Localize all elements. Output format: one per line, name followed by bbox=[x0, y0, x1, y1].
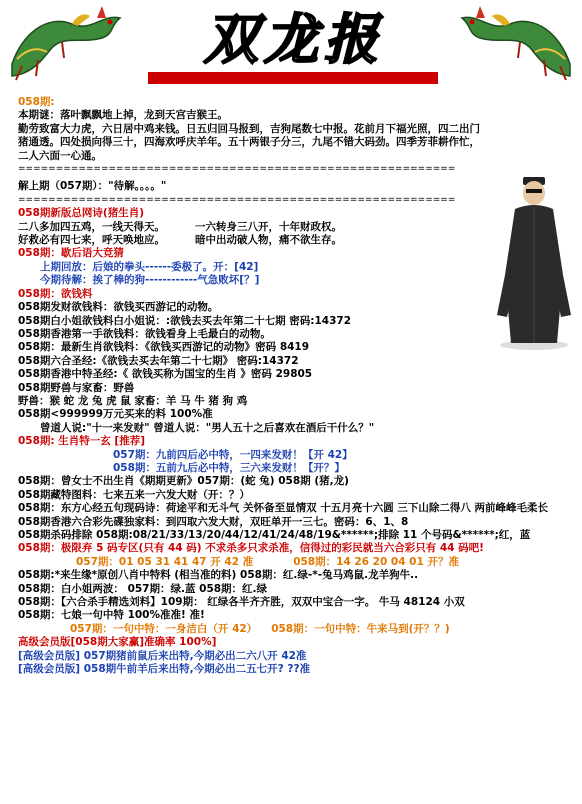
one-sentence-line: 057期：一句中特：一身洁白（开 42） 058期：一句中特：牛来马到(开？？) bbox=[70, 622, 450, 635]
text-line: 058期野兽与家畜：野兽 bbox=[18, 381, 135, 394]
dragon-icon bbox=[455, 4, 580, 82]
section-zodiac-title: 058期: 生肖特一玄 [推荐] bbox=[18, 435, 146, 448]
text-line: 058期杀码排除 058期:08/21/33/13/20/44/12/41/24/48/19&******;排除 11 个号码&******;红，蓝 bbox=[18, 529, 531, 541]
page-header bbox=[0, 0, 582, 95]
section-money-title: 058期：欲钱料 bbox=[18, 287, 93, 300]
text-line: 058期香港第一手欲钱料：欲钱看身上毛最白的动物。 bbox=[18, 327, 271, 340]
riddle-poem: 勤劳致富大力虎，六日居中鸡来钱。日五归回马报到，吉狗尾数七中报。花前月下福光照，四二出门猪通透。四处损向得三十，四海欢呼庆羊年。五十两银子分三，九尾不错大码劲。四季芳菲耕作忙，二人六面一心通。 bbox=[18, 122, 480, 162]
text-line: 野兽：猴 蛇 龙 兔 虎 鼠 家畜：羊 马 牛 猪 狗 鸡 bbox=[18, 394, 248, 407]
text-line: 058期：七娘一句中特 100%准准! 准! bbox=[18, 609, 205, 622]
dragon-icon bbox=[2, 4, 127, 82]
zodiac-current: 058期：五前九后必中特，三六来发财！【开？】 bbox=[113, 461, 345, 474]
separator: ========================================================== bbox=[18, 194, 456, 205]
title-underline bbox=[148, 72, 438, 84]
text-line: 058期：东方心经五句现码诗：荷途平和无斗气 关怀备至显情双 十五月亮十六圆 三下山除二得八 两前峰峰毛柔长 bbox=[18, 502, 549, 515]
text-line: 058期六合圣经:《欲钱去买去年第二十七期》 密码:14372 bbox=[18, 354, 299, 367]
text-line: 058期香港六合彩先碟独家料：到四取六发大财，双旺单开一三七。密码：6、1、8 bbox=[18, 515, 409, 528]
vip-line: [高级会员版] 058期牛前羊后来出特,今期必出二五七开? ??准 bbox=[18, 663, 311, 676]
poem-line: 二八多加四五鸡，一线天得天。 一六转身三八开，十年财政权。 bbox=[18, 220, 342, 233]
saying-last: 上期回放：后娘的拳头------委极了。开：[42] bbox=[40, 260, 259, 273]
text-line: 058期香港中特圣经:《 欲钱买称为国宝的生肖 》密码 29805 bbox=[18, 368, 313, 381]
text-line: 058期藏特图料：七来五来一六发大财（开：？） bbox=[18, 488, 250, 501]
numbers-line: 057期：01 05 31 41 47 开 42 准 058期：14 26 20 04 01 开？准 bbox=[76, 555, 459, 568]
vip-line: [高级会员版] 057期猪前鼠后来出特,今期必出二六八开 42准 bbox=[18, 649, 307, 662]
text-line: 058期：最新生肖欲钱料：《欲钱买西游记的动物》密码 8419 bbox=[18, 341, 310, 354]
text-line: 058期：曾女士不出生肖《期期更新》057期：(蛇 兔) 058期 (猪,龙) bbox=[18, 475, 349, 488]
text-line: 058期：极限弃 5 码专区(只有 44 码) 不求杀多只求杀准，信得过的彩民就当六合彩只有 44 码吧! bbox=[18, 542, 484, 555]
text-line: 曾道人说:"十一来发财" 曾道人说："男人五十之后喜欢在酒后干什么？" bbox=[40, 421, 375, 434]
last-issue-answer: 解上期（057期）："待解。。。。" bbox=[18, 180, 167, 193]
text-line: 058期：白小姐两波： 057期：绿.蓝 058期：红.绿 bbox=[18, 582, 268, 595]
text-line: 058期:*来生缘*原创八肖中特料 (相当准的料) 058期：红.绿-*-兔马鸡鼠.龙羊狗牛.. bbox=[18, 569, 419, 582]
text-line: 058期<999999万元买来的料 100%准 bbox=[18, 408, 213, 421]
poem-line: 好救必有四七来，呼天唤地应。 暗中出动破人物，痛不欲生存。 bbox=[18, 234, 342, 247]
section-saying-title: 058期：歇后语大竞猜 bbox=[18, 247, 124, 260]
riddle-line: 本期谜：落叶飘飘地上掉，龙到天宫吉猴王。 bbox=[18, 109, 228, 122]
section-poem-title: 058期新版总网诗(猪生肖) bbox=[18, 207, 145, 220]
zodiac-last: 057期：九前四后必中特，一四来发财！【开 42】 bbox=[113, 448, 353, 461]
issue-heading: 058期: bbox=[18, 96, 55, 108]
vip-line: 高级会员版[058期大家赢]准确率 100%] bbox=[18, 636, 217, 649]
saying-current: 今期待解：挨了棒的狗------------气急败坏[？] bbox=[40, 274, 260, 287]
separator: ========================================================== bbox=[18, 164, 456, 175]
text-line: 058期白小姐欲钱料白小姐说：:欲钱去买去年第二十七期 密码:14372 bbox=[18, 314, 351, 327]
page-title: 双龙报 bbox=[204, 7, 384, 71]
text-line: 058期：【六合杀手精选刘料】109期： 红绿各半齐齐胜，双双中宝合一字。 牛马 48124 小双 bbox=[18, 596, 465, 609]
text-line: 058期发财欲钱料：欲钱买西游记的动物。 bbox=[18, 301, 219, 314]
main-text bbox=[18, 96, 578, 676]
